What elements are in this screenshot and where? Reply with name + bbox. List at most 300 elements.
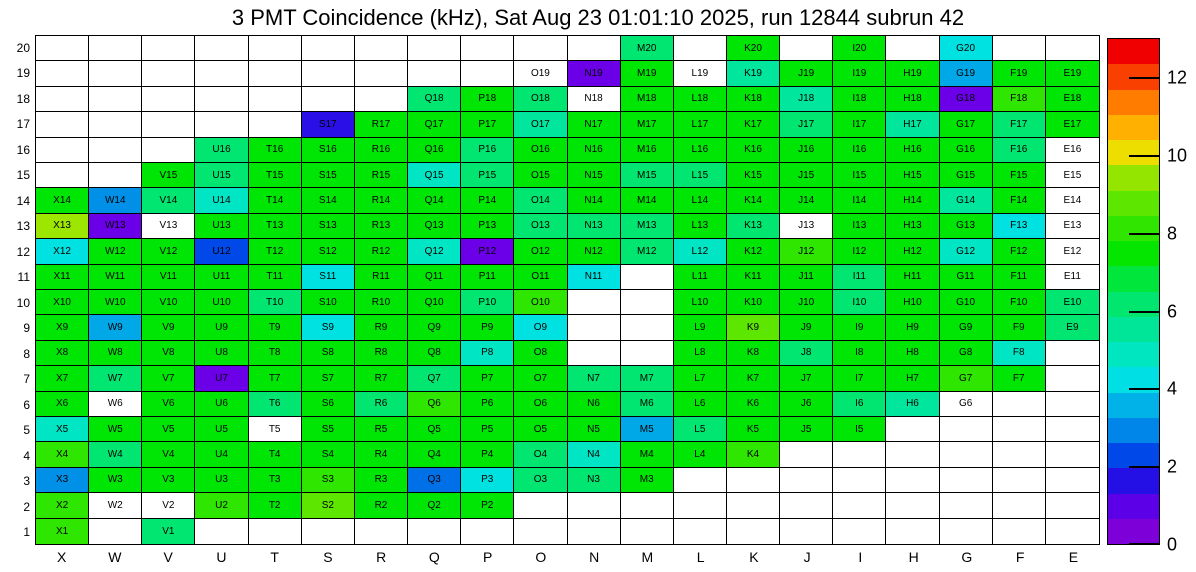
cell-empty: [940, 468, 993, 493]
cell-L17: L17: [674, 112, 727, 137]
cell-E12: E12: [1046, 239, 1099, 264]
cell-F14: F14: [993, 188, 1046, 213]
cell-F16: F16: [993, 138, 1046, 163]
cell-R10: R10: [355, 290, 408, 315]
cell-E9: E9: [1046, 315, 1099, 340]
cell-N6: N6: [568, 392, 621, 417]
row-label-10: 10: [16, 295, 30, 310]
cell-empty: [568, 493, 621, 518]
colorbar-tick-label: 4: [1167, 378, 1178, 399]
cell-O5: O5: [514, 417, 567, 442]
cell-R3: R3: [355, 468, 408, 493]
cell-T11: T11: [249, 265, 302, 290]
cell-P3: P3: [461, 468, 514, 493]
cell-X2: X2: [36, 493, 89, 518]
cell-Q12: Q12: [408, 239, 461, 264]
cell-empty: [1046, 417, 1099, 442]
cell-R12: R12: [355, 239, 408, 264]
cell-empty: [886, 442, 939, 467]
cell-H16: H16: [886, 138, 939, 163]
cell-G11: G11: [940, 265, 993, 290]
col-label-N: N: [589, 549, 600, 565]
cell-Q4: Q4: [408, 442, 461, 467]
cell-empty: [993, 417, 1046, 442]
row-label-12: 12: [16, 244, 30, 259]
colorbar-tick: [1129, 388, 1159, 390]
cell-I17: I17: [833, 112, 886, 137]
cell-L16: L16: [674, 138, 727, 163]
cell-W5: W5: [89, 417, 142, 442]
cell-O16: O16: [514, 138, 567, 163]
cell-V1: V1: [142, 519, 195, 544]
row-label-11: 11: [17, 270, 30, 285]
colorbar-band: [1108, 519, 1159, 544]
cell-empty: [355, 61, 408, 86]
cell-J12: J12: [780, 239, 833, 264]
cell-W14: W14: [89, 188, 142, 213]
cell-R15: R15: [355, 163, 408, 188]
col-label-F: F: [1015, 549, 1025, 565]
cell-S9: S9: [302, 315, 355, 340]
col-label-E: E: [1068, 549, 1079, 565]
cell-T8: T8: [249, 341, 302, 366]
cell-H18: H18: [886, 87, 939, 112]
cell-H15: H15: [886, 163, 939, 188]
row-label-15: 15: [16, 168, 30, 183]
col-label-W: W: [108, 549, 122, 565]
cell-O19: O19: [514, 61, 567, 86]
cell-G15: G15: [940, 163, 993, 188]
cell-W10: W10: [89, 290, 142, 315]
cell-empty: [674, 468, 727, 493]
cell-K13: K13: [727, 214, 780, 239]
cell-Q3: Q3: [408, 468, 461, 493]
cell-empty: [833, 468, 886, 493]
cell-P4: P4: [461, 442, 514, 467]
cell-R13: R13: [355, 214, 408, 239]
cell-H8: H8: [886, 341, 939, 366]
cell-R5: R5: [355, 417, 408, 442]
row-label-18: 18: [16, 91, 30, 106]
colorbar-band: [1108, 39, 1159, 64]
cell-empty: [621, 493, 674, 518]
cell-W8: W8: [89, 341, 142, 366]
plot-frame: [35, 35, 1100, 545]
cell-empty: [514, 493, 567, 518]
colorbar-band: [1108, 494, 1159, 519]
cell-W4: W4: [89, 442, 142, 467]
colorbar-band: [1108, 443, 1159, 468]
row-label-7: 7: [23, 372, 30, 387]
col-label-M: M: [641, 549, 654, 565]
colorbar-tick-label: 6: [1167, 301, 1178, 322]
row-label-2: 2: [23, 499, 30, 514]
cell-V5: V5: [142, 417, 195, 442]
cell-R2: R2: [355, 493, 408, 518]
cell-empty: [408, 61, 461, 86]
cell-empty: [249, 36, 302, 61]
cell-empty: [36, 138, 89, 163]
cell-Q6: Q6: [408, 392, 461, 417]
cell-S16: S16: [302, 138, 355, 163]
cell-L4: L4: [674, 442, 727, 467]
cell-empty: [886, 493, 939, 518]
cell-K16: K16: [727, 138, 780, 163]
colorbar-band: [1108, 140, 1159, 165]
cell-U4: U4: [195, 442, 248, 467]
col-label-J: J: [803, 549, 811, 565]
colorbar-band: [1108, 90, 1159, 115]
cell-X12: X12: [36, 239, 89, 264]
cell-V15: V15: [142, 163, 195, 188]
cell-empty: [36, 163, 89, 188]
cell-empty: [886, 468, 939, 493]
cell-empty: [142, 87, 195, 112]
cell-L8: L8: [674, 341, 727, 366]
cell-K12: K12: [727, 239, 780, 264]
cell-V7: V7: [142, 366, 195, 391]
cell-K5: K5: [727, 417, 780, 442]
cell-I12: I12: [833, 239, 886, 264]
cell-empty: [833, 519, 886, 544]
cell-G16: G16: [940, 138, 993, 163]
cell-J15: J15: [780, 163, 833, 188]
cell-Q8: Q8: [408, 341, 461, 366]
cell-X4: X4: [36, 442, 89, 467]
cell-W13: W13: [89, 214, 142, 239]
cell-empty: [993, 493, 1046, 518]
cell-empty: [514, 36, 567, 61]
cell-V9: V9: [142, 315, 195, 340]
cell-X8: X8: [36, 341, 89, 366]
cell-K11: K11: [727, 265, 780, 290]
cell-Q15: Q15: [408, 163, 461, 188]
cell-empty: [568, 315, 621, 340]
col-label-O: O: [535, 549, 547, 565]
cell-N13: N13: [568, 214, 621, 239]
cell-F15: F15: [993, 163, 1046, 188]
cell-empty: [461, 519, 514, 544]
cell-O17: O17: [514, 112, 567, 137]
cell-N12: N12: [568, 239, 621, 264]
cell-I20: I20: [833, 36, 886, 61]
cell-O3: O3: [514, 468, 567, 493]
cell-empty: [408, 36, 461, 61]
cell-H9: H9: [886, 315, 939, 340]
cell-empty: [461, 36, 514, 61]
cell-H14: H14: [886, 188, 939, 213]
cell-H7: H7: [886, 366, 939, 391]
cell-N19: N19: [568, 61, 621, 86]
cell-empty: [36, 61, 89, 86]
cell-empty: [1046, 341, 1099, 366]
cell-S3: S3: [302, 468, 355, 493]
cell-H12: H12: [886, 239, 939, 264]
col-label-K: K: [749, 549, 759, 565]
cell-empty: [727, 519, 780, 544]
colorbar-tick: [1129, 233, 1159, 235]
cell-T6: T6: [249, 392, 302, 417]
colorbar-band: [1108, 241, 1159, 266]
cell-empty: [568, 36, 621, 61]
cell-G6: G6: [940, 392, 993, 417]
cell-S13: S13: [302, 214, 355, 239]
cell-S17: S17: [302, 112, 355, 137]
cell-T12: T12: [249, 239, 302, 264]
colorbar-band: [1108, 393, 1159, 418]
cell-R8: R8: [355, 341, 408, 366]
colorbar-tick-label: 2: [1167, 456, 1178, 477]
cell-empty: [1046, 366, 1099, 391]
cell-J14: J14: [780, 188, 833, 213]
cell-I7: I7: [833, 366, 886, 391]
cell-empty: [993, 468, 1046, 493]
cell-L14: L14: [674, 188, 727, 213]
cell-M12: M12: [621, 239, 674, 264]
cell-N11: N11: [568, 265, 621, 290]
cell-N18: N18: [568, 87, 621, 112]
row-label-14: 14: [16, 193, 30, 208]
cell-U7: U7: [195, 366, 248, 391]
cell-N14: N14: [568, 188, 621, 213]
cell-N3: N3: [568, 468, 621, 493]
cell-empty: [780, 519, 833, 544]
cell-P10: P10: [461, 290, 514, 315]
cell-J5: J5: [780, 417, 833, 442]
cell-X7: X7: [36, 366, 89, 391]
cell-K15: K15: [727, 163, 780, 188]
row-label-19: 19: [16, 66, 30, 81]
cell-L13: L13: [674, 214, 727, 239]
cell-E11: E11: [1046, 265, 1099, 290]
cell-empty: [940, 493, 993, 518]
cell-G7: G7: [940, 366, 993, 391]
cell-empty: [89, 61, 142, 86]
col-label-T: T: [270, 549, 279, 565]
cell-M16: M16: [621, 138, 674, 163]
cell-P14: P14: [461, 188, 514, 213]
cell-L11: L11: [674, 265, 727, 290]
cell-M13: M13: [621, 214, 674, 239]
cell-U11: U11: [195, 265, 248, 290]
cell-G12: G12: [940, 239, 993, 264]
cell-M18: M18: [621, 87, 674, 112]
cell-I6: I6: [833, 392, 886, 417]
cell-K10: K10: [727, 290, 780, 315]
cell-F10: F10: [993, 290, 1046, 315]
cell-Q2: Q2: [408, 493, 461, 518]
cell-K14: K14: [727, 188, 780, 213]
cell-O8: O8: [514, 341, 567, 366]
col-label-S: S: [323, 549, 333, 565]
cell-H11: H11: [886, 265, 939, 290]
cell-T2: T2: [249, 493, 302, 518]
cell-Q14: Q14: [408, 188, 461, 213]
cell-S2: S2: [302, 493, 355, 518]
cell-I10: I10: [833, 290, 886, 315]
cell-empty: [302, 61, 355, 86]
cell-L7: L7: [674, 366, 727, 391]
row-label-13: 13: [16, 219, 30, 234]
row-label-8: 8: [23, 346, 30, 361]
cell-G9: G9: [940, 315, 993, 340]
cell-N5: N5: [568, 417, 621, 442]
cell-T15: T15: [249, 163, 302, 188]
cell-X10: X10: [36, 290, 89, 315]
cell-T14: T14: [249, 188, 302, 213]
cell-J10: J10: [780, 290, 833, 315]
cell-empty: [727, 493, 780, 518]
cell-S7: S7: [302, 366, 355, 391]
heatmap-grid: [36, 36, 1099, 544]
cell-empty: [833, 493, 886, 518]
cell-empty: [461, 61, 514, 86]
cell-O6: O6: [514, 392, 567, 417]
cell-H19: H19: [886, 61, 939, 86]
cell-E16: E16: [1046, 138, 1099, 163]
cell-empty: [195, 61, 248, 86]
cell-L15: L15: [674, 163, 727, 188]
row-label-1: 1: [23, 525, 30, 540]
cell-empty: [833, 442, 886, 467]
cell-empty: [940, 442, 993, 467]
cell-K8: K8: [727, 341, 780, 366]
cell-N4: N4: [568, 442, 621, 467]
cell-W3: W3: [89, 468, 142, 493]
cell-H10: H10: [886, 290, 939, 315]
cell-O13: O13: [514, 214, 567, 239]
cell-F12: F12: [993, 239, 1046, 264]
col-label-Q: Q: [428, 549, 440, 565]
cell-M5: M5: [621, 417, 674, 442]
cell-R16: R16: [355, 138, 408, 163]
cell-G18: G18: [940, 87, 993, 112]
cell-U15: U15: [195, 163, 248, 188]
cell-empty: [355, 87, 408, 112]
cell-U12: U12: [195, 239, 248, 264]
cell-L6: L6: [674, 392, 727, 417]
cell-L9: L9: [674, 315, 727, 340]
cell-empty: [249, 87, 302, 112]
cell-G17: G17: [940, 112, 993, 137]
cell-empty: [886, 519, 939, 544]
cell-empty: [1046, 36, 1099, 61]
cell-I18: I18: [833, 87, 886, 112]
cell-P12: P12: [461, 239, 514, 264]
cell-empty: [89, 36, 142, 61]
cell-F19: F19: [993, 61, 1046, 86]
cell-J9: J9: [780, 315, 833, 340]
col-label-G: G: [961, 549, 973, 565]
cell-J11: J11: [780, 265, 833, 290]
cell-empty: [1046, 392, 1099, 417]
cell-M7: M7: [621, 366, 674, 391]
cell-empty: [89, 163, 142, 188]
cell-E13: E13: [1046, 214, 1099, 239]
cell-empty: [674, 36, 727, 61]
cell-E17: E17: [1046, 112, 1099, 137]
cell-K20: K20: [727, 36, 780, 61]
cell-M19: M19: [621, 61, 674, 86]
cell-I19: I19: [833, 61, 886, 86]
cell-V8: V8: [142, 341, 195, 366]
col-label-R: R: [376, 549, 387, 565]
cell-V6: V6: [142, 392, 195, 417]
cell-L18: L18: [674, 87, 727, 112]
row-label-9: 9: [23, 321, 30, 336]
cell-empty: [727, 468, 780, 493]
cell-E19: E19: [1046, 61, 1099, 86]
cell-Q11: Q11: [408, 265, 461, 290]
cell-P17: P17: [461, 112, 514, 137]
cell-G20: G20: [940, 36, 993, 61]
cell-empty: [89, 519, 142, 544]
cell-empty: [780, 36, 833, 61]
cell-empty: [621, 265, 674, 290]
cell-empty: [355, 36, 408, 61]
row-label-4: 4: [23, 448, 30, 463]
cell-empty: [674, 493, 727, 518]
cell-S14: S14: [302, 188, 355, 213]
cell-E15: E15: [1046, 163, 1099, 188]
cell-G10: G10: [940, 290, 993, 315]
cell-F13: F13: [993, 214, 1046, 239]
cell-P2: P2: [461, 493, 514, 518]
cell-V2: V2: [142, 493, 195, 518]
cell-T7: T7: [249, 366, 302, 391]
row-label-3: 3: [23, 474, 30, 489]
cell-Q10: Q10: [408, 290, 461, 315]
cell-empty: [780, 442, 833, 467]
colorbar-tick: [1129, 77, 1159, 79]
chart-title: 3 PMT Coincidence (kHz), Sat Aug 23 01:01:10 2025, run 12844 subrun 42: [231, 5, 965, 30]
cell-P16: P16: [461, 138, 514, 163]
cell-V11: V11: [142, 265, 195, 290]
cell-empty: [940, 519, 993, 544]
cell-V3: V3: [142, 468, 195, 493]
cell-Q18: Q18: [408, 87, 461, 112]
cell-F7: F7: [993, 366, 1046, 391]
cell-O18: O18: [514, 87, 567, 112]
cell-empty: [195, 519, 248, 544]
cell-P13: P13: [461, 214, 514, 239]
cell-U16: U16: [195, 138, 248, 163]
row-label-16: 16: [16, 142, 30, 157]
cell-P18: P18: [461, 87, 514, 112]
cell-J16: J16: [780, 138, 833, 163]
cell-empty: [568, 341, 621, 366]
cell-R7: R7: [355, 366, 408, 391]
cell-P9: P9: [461, 315, 514, 340]
cell-K9: K9: [727, 315, 780, 340]
cell-empty: [355, 519, 408, 544]
cell-E10: E10: [1046, 290, 1099, 315]
cell-empty: [89, 112, 142, 137]
cell-P6: P6: [461, 392, 514, 417]
cell-empty: [142, 112, 195, 137]
cell-empty: [780, 493, 833, 518]
cell-Q13: Q13: [408, 214, 461, 239]
cell-U8: U8: [195, 341, 248, 366]
cell-L5: L5: [674, 417, 727, 442]
cell-W12: W12: [89, 239, 142, 264]
cell-N16: N16: [568, 138, 621, 163]
cell-O11: O11: [514, 265, 567, 290]
cell-empty: [195, 87, 248, 112]
colorbar-band: [1108, 165, 1159, 190]
cell-O14: O14: [514, 188, 567, 213]
cell-X5: X5: [36, 417, 89, 442]
